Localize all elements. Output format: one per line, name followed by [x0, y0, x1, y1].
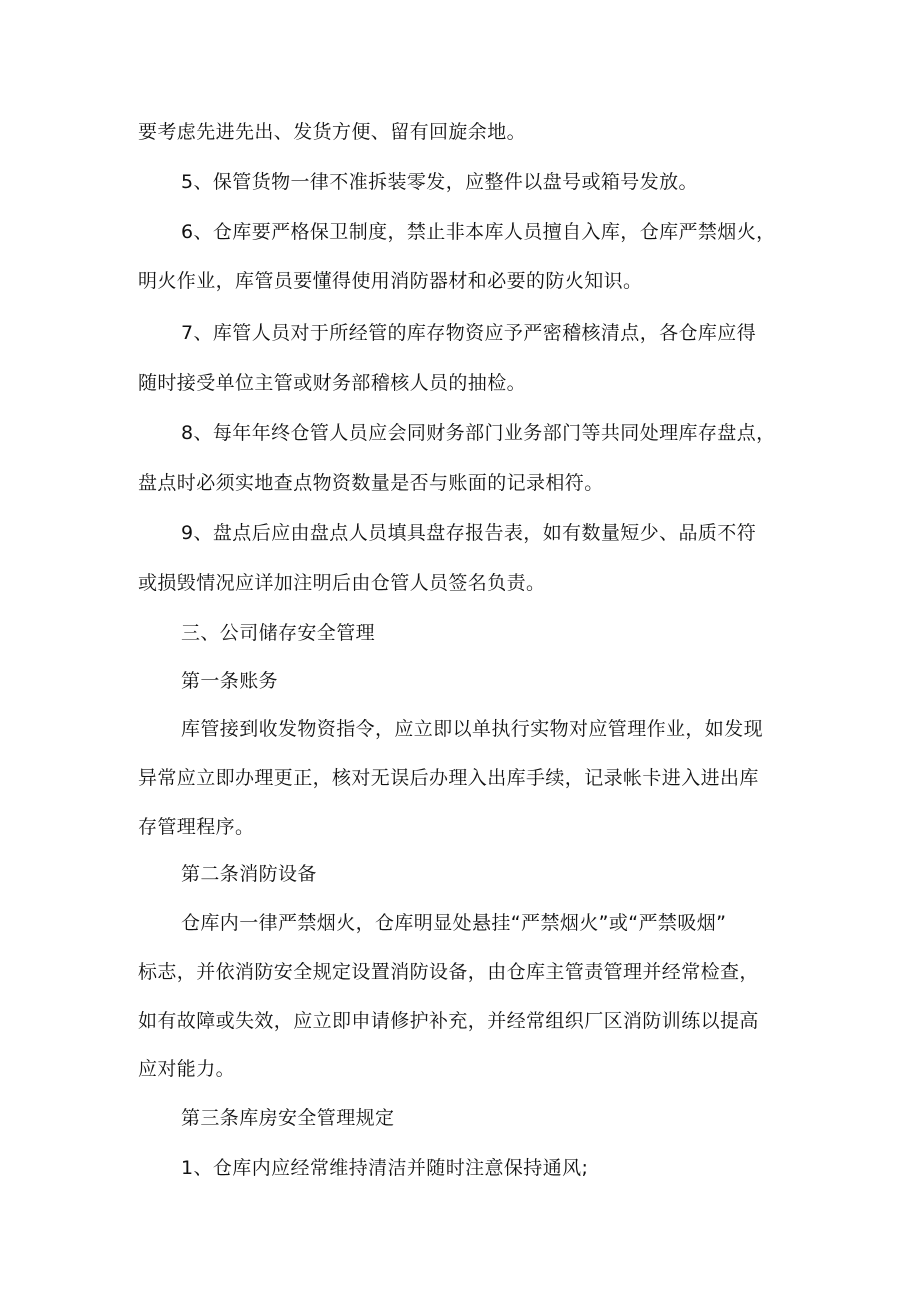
- text-line: 9、盘点后应由盘点人员填具盘存报告表，如有数量短少、品质不符: [181, 522, 757, 544]
- text-line: 随时接受单位主管或财务部稽核人员的抽检。: [138, 372, 527, 394]
- section-heading: 三、公司储存安全管理: [181, 622, 376, 644]
- article-heading: 第二条消防设备: [181, 863, 317, 885]
- text-line: 6、仓库要严格保卫制度，禁止非本库人员擅自入库，仓库严禁烟火，: [181, 221, 776, 243]
- text-line: 明火作业，库管员要懂得使用消防器材和必要的防火知识。: [138, 270, 643, 292]
- text-line: 应对能力。: [138, 1058, 236, 1080]
- text-line: 异常应立即办理更正，核对无误后办理入出库手续，记录帐卡进入进出库: [138, 767, 759, 789]
- text-line: 如有故障或失效，应立即申请修护补充，并经常组织厂区消防训练以提高: [138, 1010, 759, 1032]
- text-line: 盘点时必须实地查点物资数量是否与账面的记录相符。: [138, 472, 604, 494]
- text-line: 或损毁情况应详加注明后由仓管人员签名负责。: [138, 572, 546, 594]
- text-line: 1、仓库内应经常维持清洁并随时注意保持通风;: [181, 1157, 589, 1179]
- text-line: 7、库管人员对于所经管的库存物资应予严密稽核清点，各仓库应得: [181, 322, 757, 344]
- text-line: 5、保管货物一律不准拆装零发，应整件以盘号或箱号发放。: [181, 171, 698, 193]
- text-line: 要考虑先进先出、发货方便、留有回旋余地。: [138, 121, 527, 143]
- text-line: 标志，并依消防安全规定设置消防设备，由仓库主管责管理并经常检查，: [138, 961, 759, 983]
- text-line: 存管理程序。: [138, 816, 255, 838]
- text-line: 仓库内一律严禁烟火，仓库明显处悬挂“严禁烟火”或“严禁吸烟”: [181, 912, 727, 934]
- text-line: 8、每年年终仓管人员应会同财务部门业务部门等共同处理库存盘点，: [181, 422, 776, 444]
- article-heading: 第三条库房安全管理规定: [181, 1107, 395, 1129]
- article-heading: 第一条账务: [181, 670, 279, 692]
- text-line: 库管接到收发物资指令，应立即以单执行实物对应管理作业，如发现: [181, 718, 764, 740]
